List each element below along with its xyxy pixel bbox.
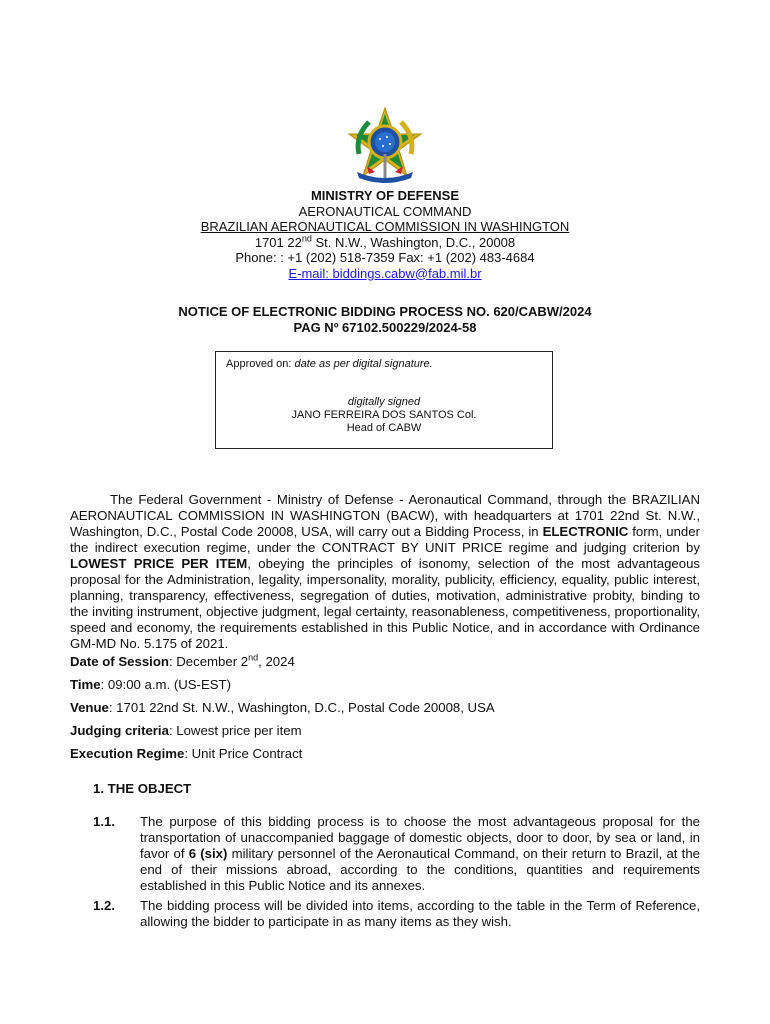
clause-number: 1.1. bbox=[93, 814, 115, 829]
judging-criteria-field: Judging criteria: Lowest price per item bbox=[70, 723, 302, 738]
signature-block bbox=[216, 396, 552, 435]
signer-role: Head of CABW bbox=[346, 422, 422, 434]
execution-regime-field: Execution Regime: Unit Price Contract bbox=[70, 746, 303, 761]
ministry-heading: MINISTRY OF DEFENSE bbox=[310, 188, 460, 203]
signature-status: digitally signed bbox=[347, 396, 421, 408]
header-block bbox=[0, 188, 770, 281]
command-heading: AERONAUTICAL COMMAND bbox=[298, 203, 472, 219]
clause-text: The bidding process will be divided into items, according to the table in the Term of Reference, allowing the bidder to participate in as many items as they wish. bbox=[140, 898, 700, 929]
pag-number: PAG Nº 67102.500229/2024-58 bbox=[293, 320, 477, 335]
session-date-field: Date of Session: December 2nd, 2024 bbox=[70, 652, 295, 669]
notice-title: NOTICE OF ELECTRONIC BIDDING PROCESS NO. 620/CABW/2024 bbox=[178, 304, 592, 319]
time-field: Time: 09:00 a.m. (US-EST) bbox=[70, 677, 231, 692]
commission-heading: BRAZILIAN AERONAUTICAL COMMISSION IN WASHINGTON bbox=[200, 219, 570, 234]
email-link[interactable]: E-mail: biddings.cabw@fab.mil.br bbox=[288, 265, 482, 281]
clause-number: 1.2. bbox=[93, 898, 115, 913]
intro-paragraph: The Federal Government - Ministry of Defense - Aeronautical Command, through the BRAZILIAN AERONAUTICAL COMMISSION IN WASHINGTON (BACW), with headquarters at 1701 22nd St. N.W., Washington, D.C., Postal Code 20008, USA, will carry out a Bidding Process, in ELECTRONIC form, under the indirect execution regime, under the CONTRACT BY UNIT PRICE regime and judging criterion by LOWEST PRICE PER ITEM, obeying the principles of isonomy, selection of the most advantageous proposal for the Administration, legality, impersonality, morality, publicity, efficiency, equality, public interest, planning, transparency, effectiveness, segregation of duties, motivation, administrative probity, binding to the inviting instrument, objective judgment, legal certainty, reasonableness, competitiveness, proportionality, speed and economy, the requirements established in this Public Notice, and in accordance with Ordinance GM-MD No. 5.175 of 2021. bbox=[70, 492, 700, 651]
signer-name: JANO FERREIRA DOS SANTOS Col. bbox=[291, 409, 477, 421]
approval-line: Approved on: date as per digital signature. bbox=[226, 358, 433, 370]
phone-line: Phone: : +1 (202) 518-7359 Fax: +1 (202) 483-4684 bbox=[235, 250, 535, 265]
brazil-coat-of-arms-icon bbox=[345, 106, 425, 186]
approval-box bbox=[215, 351, 553, 449]
section-heading: 1. THE OBJECT bbox=[93, 781, 192, 796]
clause-text: The purpose of this bidding process is to choose the most advantageous proposal for the transportation of unaccompanied baggage of domestic objects, door to door, by sea or land, in favor of 6 (six) military personnel of the Aeronautical Command, on their return to Brazil, at the end of their missions abroad, according to the conditions, quantities and requirements established in this Public Notice and its annexes. bbox=[140, 814, 700, 893]
notice-title-block bbox=[0, 304, 770, 336]
venue-field: Venue: 1701 22nd St. N.W., Washington, D.C., Postal Code 20008, USA bbox=[70, 700, 495, 715]
address-line: 1701 22nd St. N.W., Washington, D.C., 20008 bbox=[254, 233, 516, 250]
